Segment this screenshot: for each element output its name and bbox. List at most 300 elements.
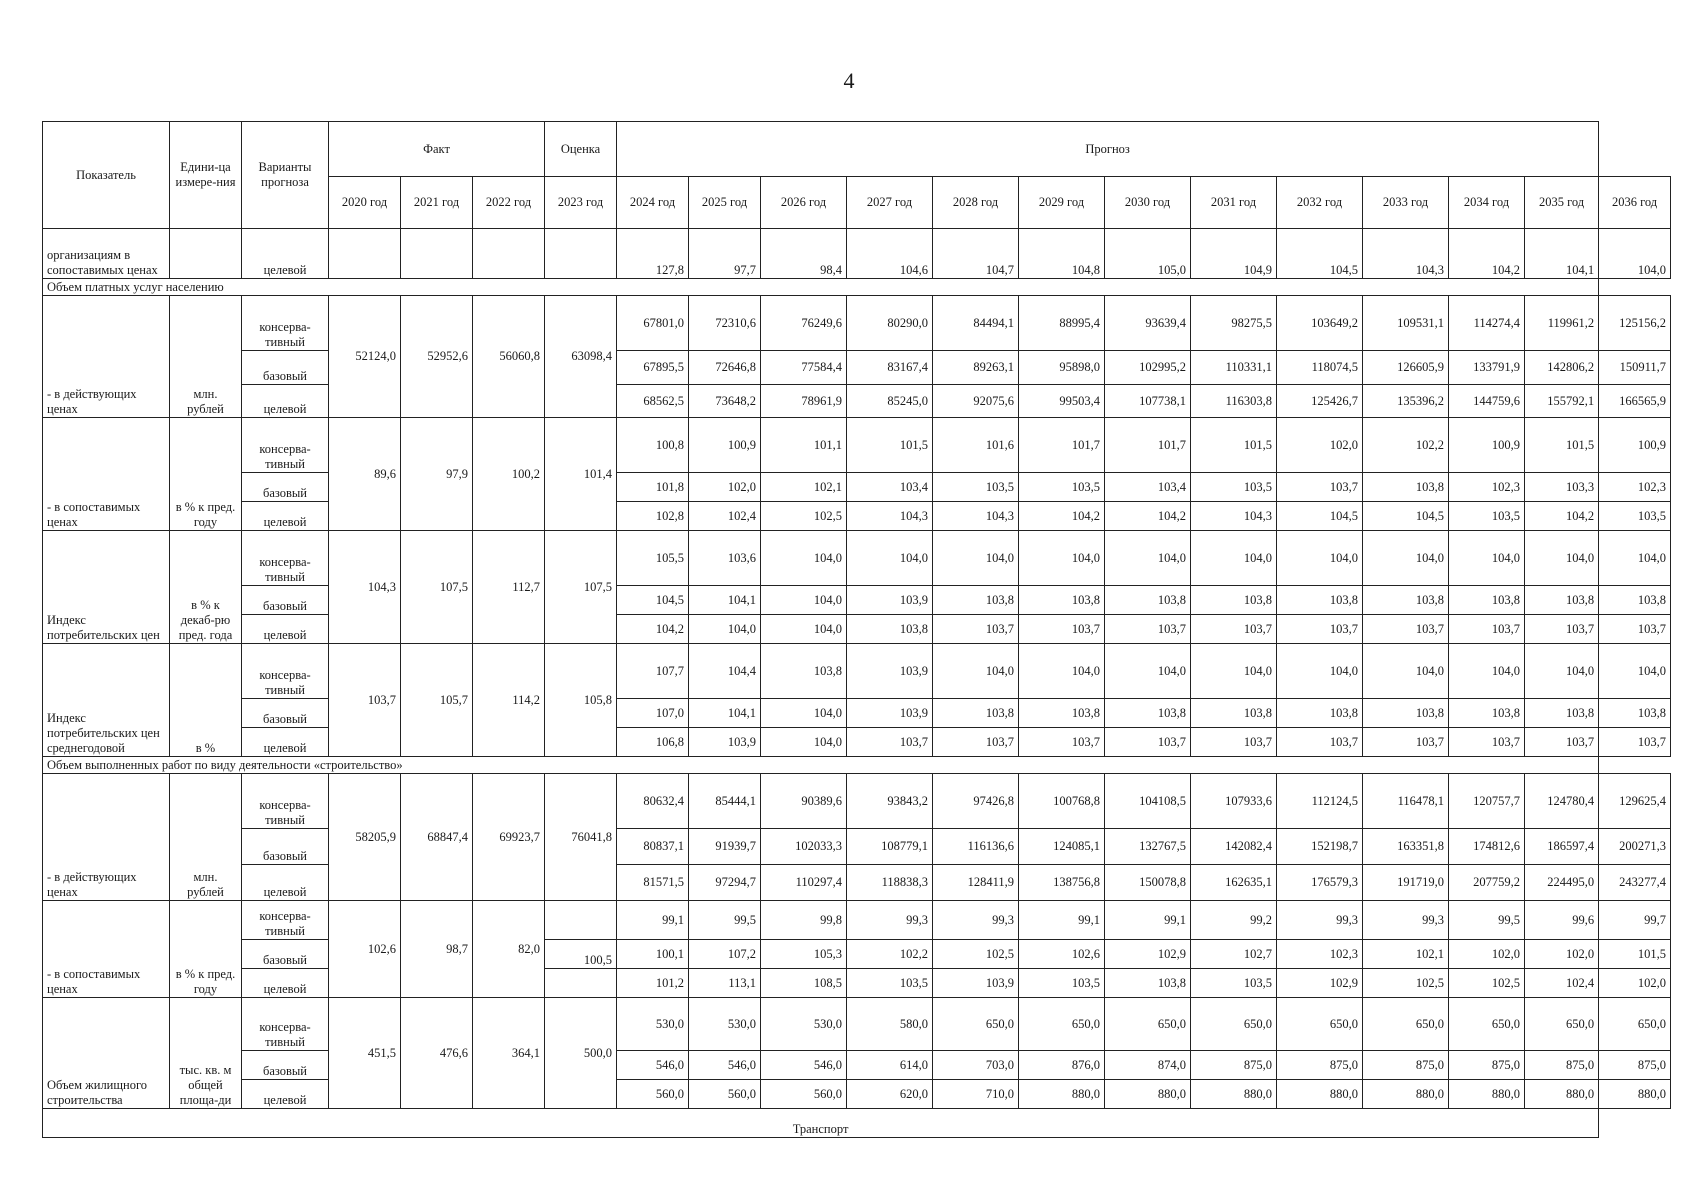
fact-value: 112,7: [473, 531, 545, 644]
fact-value: 364,1: [473, 998, 545, 1109]
unit-label: млн. рублей: [170, 774, 242, 901]
forecast-value: 102,6: [1019, 940, 1105, 969]
forecast-value: 103,9: [847, 699, 933, 728]
forecast-value: 103,5: [1599, 502, 1671, 531]
forecast-value: 99,1: [617, 901, 689, 940]
forecast-value: 102,2: [847, 940, 933, 969]
header-year: 2033 год: [1363, 177, 1449, 229]
table-row: [43, 473, 1671, 502]
forecast-value: 104,0: [1105, 531, 1191, 586]
forecast-value: 103,5: [1019, 473, 1105, 502]
forecast-value: 243277,4: [1599, 865, 1671, 901]
forecast-value: 106,8: [617, 728, 689, 757]
forecast-value: 102033,3: [761, 829, 847, 865]
forecast-value: 85245,0: [847, 385, 933, 418]
header-year: 2023 год: [545, 177, 617, 229]
indicator-label: - в сопоставимых ценах: [43, 901, 170, 998]
forecast-value: 101,8: [617, 473, 689, 502]
variant-label: целевой: [242, 1080, 329, 1109]
header-year: 2020 год: [329, 177, 401, 229]
variant-label: целевой: [242, 615, 329, 644]
fact-value: 69923,7: [473, 774, 545, 901]
fact-value: 89,6: [329, 418, 401, 531]
forecast-value: 104,0: [1019, 644, 1105, 699]
forecast-value: 104,1: [689, 586, 761, 615]
forecast-value: 103,8: [1277, 699, 1363, 728]
forecast-value: 102,4: [1525, 969, 1599, 998]
forecast-value: 103,7: [1277, 728, 1363, 757]
forecast-value: 103,5: [1191, 473, 1277, 502]
fact-value: 82,0: [473, 901, 545, 998]
forecast-value: 162635,1: [1191, 865, 1277, 901]
forecast-value: 84494,1: [933, 296, 1019, 351]
forecast-value: 108,5: [761, 969, 847, 998]
header-fact: Факт: [329, 122, 545, 177]
unit-label: в % к пред. году: [170, 418, 242, 531]
forecast-value: 92075,6: [933, 385, 1019, 418]
variant-label: базовый: [242, 829, 329, 865]
indicator-label: Индекс потребительских цен среднегодовой: [43, 644, 170, 757]
forecast-value: 144759,6: [1449, 385, 1525, 418]
forecast-value: 83167,4: [847, 351, 933, 385]
forecast-value: 104,0: [847, 531, 933, 586]
variant-label: консерва-тивный: [242, 531, 329, 586]
forecast-value: 99,3: [1363, 901, 1449, 940]
forecast-value: 102,0: [1525, 940, 1599, 969]
forecast-value: 103,8: [1599, 699, 1671, 728]
forecast-value: 103,5: [847, 969, 933, 998]
table-row: [43, 296, 1671, 351]
forecast-value: 102,7: [1191, 940, 1277, 969]
forecast-value: 880,0: [1277, 1080, 1363, 1109]
estimate-cell: [545, 901, 617, 940]
table-row: [43, 644, 1671, 699]
forecast-value: 103649,2: [1277, 296, 1363, 351]
forecast-value: 98275,5: [1191, 296, 1277, 351]
header-year: 2027 год: [847, 177, 933, 229]
forecast-value: 104,2: [1105, 502, 1191, 531]
forecast-value: 100,9: [1449, 418, 1525, 473]
forecast-value: 101,5: [1191, 418, 1277, 473]
table-row: [43, 865, 1671, 901]
forecast-value: 91939,7: [689, 829, 761, 865]
header-year: 2035 год: [1525, 177, 1599, 229]
forecast-value: 530,0: [689, 998, 761, 1051]
forecast-value: 104,0: [761, 728, 847, 757]
header-variant: Варианты прогноза: [242, 122, 329, 229]
forecast-value: 103,7: [1525, 728, 1599, 757]
forecast-value: 224495,0: [1525, 865, 1599, 901]
forecast-value: 99,1: [1105, 901, 1191, 940]
forecast-value: 103,8: [933, 699, 1019, 728]
forecast-value: 102995,2: [1105, 351, 1191, 385]
forecast-value: 107933,6: [1191, 774, 1277, 829]
variant-label: консерва-тивный: [242, 774, 329, 829]
forecast-value: 104,3: [1363, 229, 1449, 279]
fact-value: 52952,6: [401, 296, 473, 418]
forecast-value: 546,0: [761, 1051, 847, 1080]
forecast-value: 650,0: [1449, 998, 1525, 1051]
forecast-value: 99,2: [1191, 901, 1277, 940]
table-row: [43, 1080, 1671, 1109]
forecast-value: 880,0: [1019, 1080, 1105, 1109]
forecast-value: 104,0: [1363, 531, 1449, 586]
forecast-value: 125426,7: [1277, 385, 1363, 418]
header-indicator: Показатель: [43, 122, 170, 229]
forecast-value: 163351,8: [1363, 829, 1449, 865]
table-row: [43, 829, 1671, 865]
variant-label: консерва-тивный: [242, 901, 329, 940]
forecast-value: 102,3: [1599, 473, 1671, 502]
forecast-value: 101,6: [933, 418, 1019, 473]
table-row: [43, 229, 1671, 279]
forecast-value: 103,7: [1277, 473, 1363, 502]
forecast-value: 103,8: [1105, 586, 1191, 615]
indicator-label: - в действующих ценах: [43, 296, 170, 418]
header-year: 2021 год: [401, 177, 473, 229]
forecast-value: 650,0: [1105, 998, 1191, 1051]
variant-label: целевой: [242, 969, 329, 998]
table-row: [43, 531, 1671, 586]
forecast-value: 104,0: [1599, 531, 1671, 586]
fact-value: 476,6: [401, 998, 473, 1109]
forecast-value: 109531,1: [1363, 296, 1449, 351]
forecast-value: 104,0: [1363, 644, 1449, 699]
variant-label: базовый: [242, 699, 329, 728]
forecast-value: 614,0: [847, 1051, 933, 1080]
table-row: [43, 586, 1671, 615]
forecast-value: 103,8: [1105, 969, 1191, 998]
forecast-value: 103,7: [1105, 615, 1191, 644]
fact-value: 98,7: [401, 901, 473, 998]
header-forecast: Прогноз: [617, 122, 1599, 177]
forecast-value: 546,0: [689, 1051, 761, 1080]
forecast-value: 90389,6: [761, 774, 847, 829]
forecast-value: 107,7: [617, 644, 689, 699]
variant-label: базовый: [242, 940, 329, 969]
forecast-value: 101,1: [761, 418, 847, 473]
forecast-value: 104,0: [1105, 644, 1191, 699]
forecast-value: 103,7: [1363, 728, 1449, 757]
forecast-value: 103,7: [933, 728, 1019, 757]
table-row: [43, 351, 1671, 385]
forecast-value: 207759,2: [1449, 865, 1525, 901]
forecast-value: 104,6: [847, 229, 933, 279]
indicator-label: - в сопоставимых ценах: [43, 418, 170, 531]
forecast-value: 650,0: [1363, 998, 1449, 1051]
forecast-value: 103,5: [1449, 502, 1525, 531]
forecast-value: 103,8: [1019, 699, 1105, 728]
forecast-value: 97294,7: [689, 865, 761, 901]
fact-value: 104,3: [329, 531, 401, 644]
forecast-table: [42, 121, 1671, 1138]
forecast-value: 107,0: [617, 699, 689, 728]
forecast-value: 103,8: [1191, 586, 1277, 615]
forecast-value: 126605,9: [1363, 351, 1449, 385]
forecast-value: 875,0: [1599, 1051, 1671, 1080]
forecast-value: 104,8: [1019, 229, 1105, 279]
forecast-value: 103,7: [1599, 728, 1671, 757]
forecast-value: 103,5: [1191, 969, 1277, 998]
forecast-value: 103,7: [1449, 615, 1525, 644]
forecast-value: 104,5: [617, 586, 689, 615]
forecast-value: 102,9: [1277, 969, 1363, 998]
forecast-value: 67895,5: [617, 351, 689, 385]
forecast-value: 875,0: [1525, 1051, 1599, 1080]
forecast-value: 102,0: [1449, 940, 1525, 969]
fact-value: 76041,8: [545, 774, 617, 901]
forecast-value: 105,3: [761, 940, 847, 969]
table-row: [43, 615, 1671, 644]
header-year: 2022 год: [473, 177, 545, 229]
forecast-value: 102,0: [1277, 418, 1363, 473]
variant-label: базовый: [242, 473, 329, 502]
forecast-value: 880,0: [1191, 1080, 1277, 1109]
header-year: 2028 год: [933, 177, 1019, 229]
forecast-value: 101,5: [1599, 940, 1671, 969]
forecast-value: 650,0: [1525, 998, 1599, 1051]
forecast-value: 880,0: [1105, 1080, 1191, 1109]
forecast-value: 103,7: [1191, 615, 1277, 644]
forecast-value: 103,7: [1105, 728, 1191, 757]
forecast-value: 650,0: [933, 998, 1019, 1051]
forecast-value: 703,0: [933, 1051, 1019, 1080]
section-title: Объем платных услуг населению: [43, 279, 1599, 296]
forecast-value: 100,8: [617, 418, 689, 473]
forecast-value: 99,5: [689, 901, 761, 940]
forecast-value: 104,0: [933, 531, 1019, 586]
forecast-value: 104,7: [933, 229, 1019, 279]
header-year: 2026 год: [761, 177, 847, 229]
forecast-value: 103,8: [1363, 473, 1449, 502]
indicator-label: организациям в сопоставимых ценах: [43, 229, 170, 279]
fact-value: [545, 229, 617, 279]
forecast-value: 103,7: [933, 615, 1019, 644]
unit-label: в %: [170, 644, 242, 757]
fact-value: 107,5: [545, 531, 617, 644]
forecast-value: 102,3: [1449, 473, 1525, 502]
forecast-value: 80632,4: [617, 774, 689, 829]
forecast-value: 102,1: [1363, 940, 1449, 969]
forecast-value: 560,0: [761, 1080, 847, 1109]
table-row: [43, 774, 1671, 829]
forecast-value: 103,9: [933, 969, 1019, 998]
forecast-value: 103,8: [1525, 586, 1599, 615]
forecast-value: 116478,1: [1363, 774, 1449, 829]
forecast-value: 150911,7: [1599, 351, 1671, 385]
forecast-value: 875,0: [1191, 1051, 1277, 1080]
header-unit: Едини-ца измере-ния: [170, 122, 242, 229]
forecast-value: 99,3: [847, 901, 933, 940]
forecast-value: 103,9: [847, 586, 933, 615]
fact-value: 105,8: [545, 644, 617, 757]
table-row: [43, 998, 1671, 1051]
estimate-cell: [545, 969, 617, 998]
forecast-value: 103,8: [1363, 699, 1449, 728]
forecast-value: 102,0: [689, 473, 761, 502]
forecast-value: 99503,4: [1019, 385, 1105, 418]
forecast-value: 104108,5: [1105, 774, 1191, 829]
unit-cell: [170, 229, 242, 279]
header-year: 2030 год: [1105, 177, 1191, 229]
forecast-value: 174812,6: [1449, 829, 1525, 865]
forecast-value: 102,8: [617, 502, 689, 531]
forecast-value: 127,8: [617, 229, 689, 279]
table-row: [43, 728, 1671, 757]
variant-label: целевой: [242, 385, 329, 418]
header-year: 2031 год: [1191, 177, 1277, 229]
forecast-value: 104,0: [1449, 531, 1525, 586]
forecast-value: 99,3: [1277, 901, 1363, 940]
forecast-value: 150078,8: [1105, 865, 1191, 901]
forecast-value: 73648,2: [689, 385, 761, 418]
fact-value: 58205,9: [329, 774, 401, 901]
forecast-value: 102,2: [1363, 418, 1449, 473]
forecast-value: 77584,4: [761, 351, 847, 385]
forecast-value: 99,1: [1019, 901, 1105, 940]
forecast-value: 102,5: [1449, 969, 1525, 998]
forecast-value: 103,8: [1019, 586, 1105, 615]
unit-label: в % к пред. году: [170, 901, 242, 998]
forecast-value: 72646,8: [689, 351, 761, 385]
forecast-value: 104,0: [1525, 644, 1599, 699]
forecast-value: 107738,1: [1105, 385, 1191, 418]
variant-label: целевой: [242, 865, 329, 901]
header-year: 2025 год: [689, 177, 761, 229]
forecast-value: 97426,8: [933, 774, 1019, 829]
forecast-value: 650,0: [1191, 998, 1277, 1051]
forecast-value: 880,0: [1599, 1080, 1671, 1109]
forecast-value: 710,0: [933, 1080, 1019, 1109]
forecast-value: 114274,4: [1449, 296, 1525, 351]
fact-value: 52124,0: [329, 296, 401, 418]
forecast-value: 104,0: [1191, 531, 1277, 586]
forecast-value: 103,7: [1449, 728, 1525, 757]
forecast-value: 99,6: [1525, 901, 1599, 940]
unit-label: в % к декаб-рю пред. года: [170, 531, 242, 644]
header-year: 2024 год: [617, 177, 689, 229]
fact-value: 97,9: [401, 418, 473, 531]
forecast-value: 101,5: [847, 418, 933, 473]
forecast-value: 104,0: [1277, 644, 1363, 699]
forecast-value: 874,0: [1105, 1051, 1191, 1080]
forecast-value: 103,8: [1191, 699, 1277, 728]
fact-value: 63098,4: [545, 296, 617, 418]
forecast-value: 104,3: [1191, 502, 1277, 531]
forecast-value: 99,8: [761, 901, 847, 940]
forecast-value: 103,3: [1525, 473, 1599, 502]
forecast-value: 104,0: [1019, 531, 1105, 586]
forecast-value: 81571,5: [617, 865, 689, 901]
forecast-value: 104,0: [761, 699, 847, 728]
forecast-value: 102,5: [933, 940, 1019, 969]
table-row: [43, 418, 1671, 473]
variant-label: консерва-тивный: [242, 296, 329, 351]
forecast-value: 112124,5: [1277, 774, 1363, 829]
forecast-value: 103,8: [1525, 699, 1599, 728]
forecast-value: 95898,0: [1019, 351, 1105, 385]
forecast-value: 101,5: [1525, 418, 1599, 473]
forecast-value: 102,5: [1363, 969, 1449, 998]
table-row: [43, 901, 1671, 940]
forecast-value: 68562,5: [617, 385, 689, 418]
forecast-value: 103,8: [1449, 699, 1525, 728]
forecast-value: 104,3: [847, 502, 933, 531]
fact-value: 103,7: [329, 644, 401, 757]
table-row: [43, 969, 1671, 998]
forecast-value: 103,7: [1525, 615, 1599, 644]
forecast-value: 103,9: [689, 728, 761, 757]
forecast-value: 104,5: [1363, 502, 1449, 531]
forecast-value: 80290,0: [847, 296, 933, 351]
table-row: [43, 699, 1671, 728]
forecast-value: 102,3: [1277, 940, 1363, 969]
table-row: [43, 1051, 1671, 1080]
forecast-value: 620,0: [847, 1080, 933, 1109]
forecast-value: 119961,2: [1525, 296, 1599, 351]
forecast-value: 104,2: [1449, 229, 1525, 279]
forecast-value: 103,7: [1191, 728, 1277, 757]
forecast-value: 876,0: [1019, 1051, 1105, 1080]
fact-value: 56060,8: [473, 296, 545, 418]
forecast-value: 97,7: [689, 229, 761, 279]
forecast-value: 103,7: [1019, 728, 1105, 757]
forecast-value: 101,7: [1105, 418, 1191, 473]
fact-value: 451,5: [329, 998, 401, 1109]
forecast-value: 102,0: [1599, 969, 1671, 998]
forecast-value: 124085,1: [1019, 829, 1105, 865]
forecast-value: 104,0: [1191, 644, 1277, 699]
header-estimate: Оценка: [545, 122, 617, 177]
fact-value: 102,6: [329, 901, 401, 998]
header-year: 2036 год: [1599, 177, 1671, 229]
forecast-value: 103,8: [1599, 586, 1671, 615]
forecast-value: 103,5: [1019, 969, 1105, 998]
forecast-value: 104,1: [1525, 229, 1599, 279]
forecast-value: 880,0: [1363, 1080, 1449, 1109]
forecast-value: 104,0: [689, 615, 761, 644]
page-number: 4: [843, 68, 855, 93]
forecast-value: 100,9: [689, 418, 761, 473]
forecast-value: 580,0: [847, 998, 933, 1051]
indicator-label: - в действующих ценах: [43, 774, 170, 901]
forecast-value: 103,7: [847, 728, 933, 757]
fact-value: 100,2: [473, 418, 545, 531]
forecast-value: 99,3: [933, 901, 1019, 940]
forecast-value: 186597,4: [1525, 829, 1599, 865]
forecast-value: 104,5: [1277, 502, 1363, 531]
forecast-value: 103,8: [1105, 699, 1191, 728]
fact-value: 107,5: [401, 531, 473, 644]
forecast-value: 124780,4: [1525, 774, 1599, 829]
fact-value: [473, 229, 545, 279]
forecast-value: 88995,4: [1019, 296, 1105, 351]
forecast-value: 110331,1: [1191, 351, 1277, 385]
unit-label: тыс. кв. м общей площа-ди: [170, 998, 242, 1109]
forecast-value: 103,7: [1363, 615, 1449, 644]
variant-label: консерва-тивный: [242, 644, 329, 699]
forecast-value: 78961,9: [761, 385, 847, 418]
forecast-value: 104,1: [689, 699, 761, 728]
variant-label: целевой: [242, 502, 329, 531]
forecast-value: 116303,8: [1191, 385, 1277, 418]
forecast-value: 546,0: [617, 1051, 689, 1080]
fact-value: 68847,4: [401, 774, 473, 901]
forecast-value: 100,1: [617, 940, 689, 969]
forecast-value: 104,3: [933, 502, 1019, 531]
forecast-value: 103,9: [847, 644, 933, 699]
forecast-value: 120757,7: [1449, 774, 1525, 829]
